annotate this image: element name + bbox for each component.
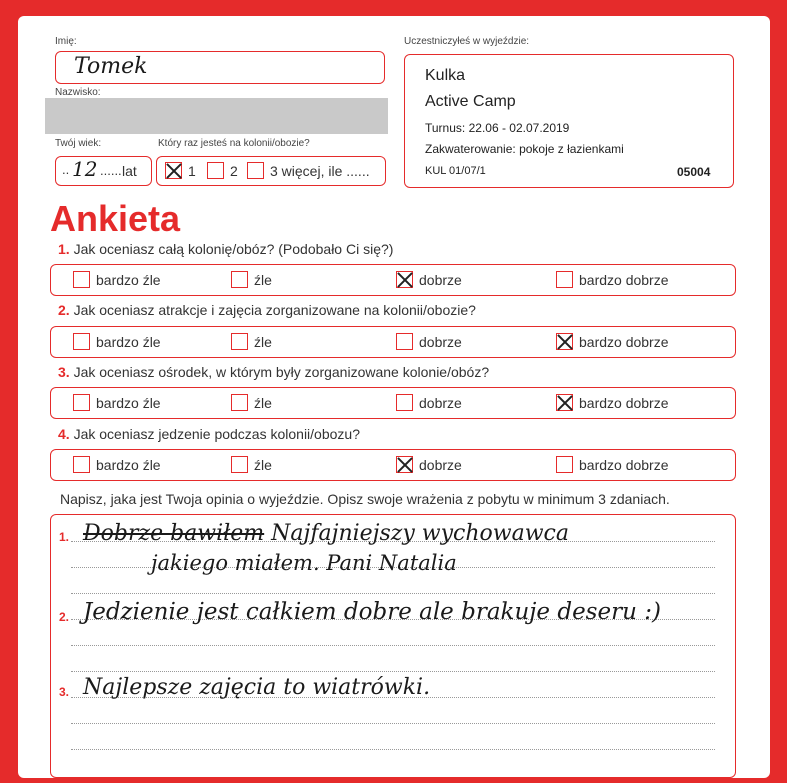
answer-checkbox[interactable] bbox=[73, 394, 90, 411]
answer-option-label: bardzo dobrze bbox=[579, 271, 669, 288]
trip-camp: Active Camp bbox=[425, 93, 516, 110]
ruled-line bbox=[71, 749, 715, 750]
trip-card bbox=[404, 54, 734, 188]
times-field bbox=[156, 156, 386, 186]
opinion-number-3: 3. bbox=[59, 685, 70, 699]
trip-number: 05004 bbox=[677, 165, 711, 179]
answer-option-label: bardzo źle bbox=[96, 271, 161, 288]
times-option-1[interactable] bbox=[165, 162, 196, 179]
answer-option-label: bardzo dobrze bbox=[579, 456, 669, 473]
answer-row-1 bbox=[50, 264, 736, 296]
opinion-1-text: Najfajniejszy wychowawca bbox=[271, 521, 569, 546]
times-checkbox-2[interactable] bbox=[207, 162, 224, 179]
answer-row-2 bbox=[50, 326, 736, 358]
turnus-value: 22.06 - 02.07.2019 bbox=[468, 121, 570, 135]
times-label: Który raz jesteś na kolonii/obozie? bbox=[158, 138, 310, 149]
times-checkbox-1[interactable] bbox=[165, 162, 182, 179]
answer-option-label: dobrze bbox=[419, 456, 462, 473]
answer-option[interactable] bbox=[396, 271, 462, 288]
answer-checkbox[interactable] bbox=[73, 456, 90, 473]
question-number: 4. bbox=[58, 426, 70, 442]
trip-code: KUL 01/07/1 bbox=[425, 165, 486, 177]
opinion-prompt: Napisz, jaka jest Twoja opinia o wyjeździe. Opisz swoje wrażenia z pobytu w minimum 3 zdaniach. bbox=[60, 491, 670, 507]
opinion-1-line-1 bbox=[83, 521, 569, 546]
answer-option[interactable] bbox=[73, 333, 161, 350]
answer-option-label: źle bbox=[254, 271, 272, 288]
ruled-line bbox=[71, 593, 715, 594]
ruled-line bbox=[71, 645, 715, 646]
survey-title: Ankieta bbox=[50, 198, 181, 239]
opinion-box[interactable] bbox=[50, 514, 736, 778]
answer-checkbox[interactable] bbox=[556, 333, 573, 350]
times-checkbox-3[interactable] bbox=[247, 162, 264, 179]
name-label: Imię: bbox=[55, 36, 77, 47]
times-option-2-label: 2 bbox=[230, 162, 238, 179]
opinion-1-line-2: jakiego miałem. Pani Natalia bbox=[151, 551, 457, 575]
ruled-line bbox=[71, 671, 715, 672]
answer-option[interactable] bbox=[556, 456, 669, 473]
opinion-number-1: 1. bbox=[59, 530, 70, 544]
answer-checkbox[interactable] bbox=[231, 394, 248, 411]
answer-checkbox[interactable] bbox=[73, 271, 90, 288]
answer-option[interactable] bbox=[73, 394, 161, 411]
surname-label: Nazwisko: bbox=[55, 87, 101, 98]
question-text: Jak oceniasz atrakcje i zajęcia zorganizowane na kolonii/obozie? bbox=[73, 302, 476, 318]
opinion-number-2: 2. bbox=[59, 610, 70, 624]
question-number: 3. bbox=[58, 364, 70, 380]
answer-option-label: bardzo dobrze bbox=[579, 394, 669, 411]
answer-checkbox[interactable] bbox=[556, 394, 573, 411]
answer-checkbox[interactable] bbox=[556, 271, 573, 288]
times-option-1-label: 1 bbox=[188, 162, 196, 179]
answer-option-label: bardzo źle bbox=[96, 394, 161, 411]
answer-row-4 bbox=[50, 449, 736, 481]
opinion-2-text: Jedzienie jest całkiem dobre ale brakuje deseru :) bbox=[83, 599, 661, 625]
answer-option-label: dobrze bbox=[419, 394, 462, 411]
turnus-label: Turnus: bbox=[425, 121, 466, 135]
answer-checkbox[interactable] bbox=[556, 456, 573, 473]
times-option-2[interactable] bbox=[207, 162, 238, 179]
times-option-3[interactable] bbox=[247, 162, 370, 179]
age-unit: lat bbox=[122, 163, 137, 179]
answer-option[interactable] bbox=[231, 394, 272, 411]
answer-checkbox[interactable] bbox=[396, 271, 413, 288]
answer-option-label: dobrze bbox=[419, 271, 462, 288]
answer-option[interactable] bbox=[73, 271, 161, 288]
answer-option[interactable] bbox=[556, 271, 669, 288]
name-value: Tomek bbox=[74, 54, 148, 79]
answer-option[interactable] bbox=[396, 333, 462, 350]
answer-option[interactable] bbox=[396, 394, 462, 411]
question-2 bbox=[58, 302, 476, 318]
crossed-out-text: Dobrze bawiłem bbox=[83, 521, 265, 546]
answer-option-label: źle bbox=[254, 333, 272, 350]
age-field[interactable] bbox=[55, 156, 152, 186]
trip-label: Uczestniczyłeś w wyjeździe: bbox=[404, 36, 530, 47]
answer-option-label: bardzo dobrze bbox=[579, 333, 669, 350]
ruled-line bbox=[71, 723, 715, 724]
question-text: Jak oceniasz całą kolonię/obóz? (Podobało Ci się?) bbox=[73, 241, 394, 257]
age-label: Twój wiek: bbox=[55, 138, 102, 149]
answer-option-label: dobrze bbox=[419, 333, 462, 350]
answer-option[interactable] bbox=[73, 456, 161, 473]
answer-option-label: źle bbox=[254, 456, 272, 473]
answer-checkbox[interactable] bbox=[396, 333, 413, 350]
survey-sheet bbox=[18, 16, 770, 778]
age-value: 12 bbox=[72, 157, 98, 181]
answer-checkbox[interactable] bbox=[231, 333, 248, 350]
answer-option[interactable] bbox=[396, 456, 462, 473]
answer-option[interactable] bbox=[231, 333, 272, 350]
age-dots-2: ...... bbox=[100, 163, 122, 178]
question-text: Jak oceniasz jedzenie podczas kolonii/obozu? bbox=[73, 426, 360, 442]
answer-checkbox[interactable] bbox=[231, 271, 248, 288]
redacted-surname bbox=[45, 98, 388, 134]
question-1 bbox=[58, 241, 393, 257]
answer-option-label: bardzo źle bbox=[96, 333, 161, 350]
question-3 bbox=[58, 364, 489, 380]
answer-row-3 bbox=[50, 387, 736, 419]
answer-checkbox[interactable] bbox=[73, 333, 90, 350]
answer-option-label: bardzo źle bbox=[96, 456, 161, 473]
trip-name: Kulka bbox=[425, 67, 466, 84]
answer-option[interactable] bbox=[556, 394, 669, 411]
times-option-3-label: 3 więcej, ile ...... bbox=[270, 162, 370, 179]
accommodation-row bbox=[425, 142, 624, 156]
question-text: Jak oceniasz ośrodek, w którym były zorganizowane kolonie/obóz? bbox=[73, 364, 490, 380]
answer-checkbox[interactable] bbox=[396, 394, 413, 411]
name-field[interactable] bbox=[55, 51, 385, 84]
answer-option[interactable] bbox=[556, 333, 669, 350]
answer-option[interactable] bbox=[231, 271, 272, 288]
age-dots: .. bbox=[62, 162, 70, 177]
opinion-3-text: Najlepsze zajęcia to wiatrówki. bbox=[83, 675, 431, 700]
question-number: 2. bbox=[58, 302, 70, 318]
answer-option-label: źle bbox=[254, 394, 272, 411]
answer-option[interactable] bbox=[231, 456, 272, 473]
answer-checkbox[interactable] bbox=[231, 456, 248, 473]
answer-checkbox[interactable] bbox=[396, 456, 413, 473]
accommodation-label: Zakwaterowanie: bbox=[425, 142, 516, 156]
question-number: 1. bbox=[58, 241, 70, 257]
turnus-row bbox=[425, 121, 569, 135]
accommodation-value: pokoje z łazienkami bbox=[519, 142, 624, 156]
question-4 bbox=[58, 426, 360, 442]
